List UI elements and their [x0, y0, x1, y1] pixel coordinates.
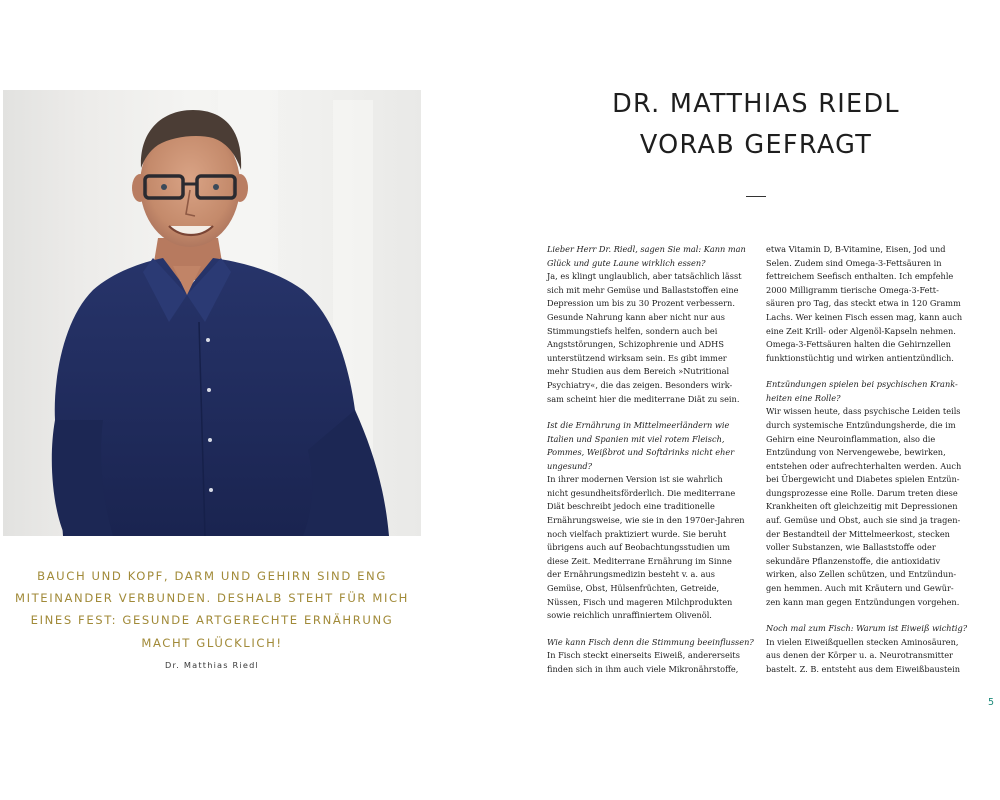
- page-number: 5: [988, 697, 995, 708]
- interview-answer-line: Gehirn eine Neuroinflammation, also die: [766, 433, 936, 444]
- interview-answer-line: zen kann man gegen Entzündungen vorgehen.: [766, 596, 960, 607]
- interview-answer-line: Psychiatry«, die das zeigen. Besonders wirk-: [547, 379, 733, 390]
- interview-answer-line: In Fisch steckt einerseits Eiweiß, andererseits: [547, 650, 740, 661]
- page-title-line: VORAB GEFRAGT: [639, 130, 873, 160]
- interview-answer-line: In vielen Eiweißquellen stecken Aminosäuren,: [766, 636, 959, 647]
- quote-line: MACHT GLÜCKLICH!: [141, 635, 283, 650]
- interview-answer-line: auf. Gemüse und Obst, auch sie sind ja tragen-: [766, 515, 961, 526]
- quote-line: EINES FEST: GESUNDE ARTGERECHTE ERNÄHRUNG: [30, 613, 394, 628]
- paragraph-gap: [547, 406, 751, 419]
- interview-answer-line: diese Zeit. Mediterrane Ernährung im Sinne: [547, 555, 732, 566]
- interview-answer-line: gen hemmen. Auch mit Kräutern und Gewür-: [766, 583, 954, 594]
- title-divider: [746, 196, 766, 197]
- interview-answer-line: der Ernährungsmedizin besteht v. a. aus: [547, 569, 715, 580]
- interview-answer-line: Diät beschreibt jedoch eine traditionelle: [547, 501, 715, 512]
- interview-answer-line: durch systemische Entzündungsherde, die im: [766, 419, 956, 430]
- interview-question-line: Noch mal zum Fisch: Warum ist Eiweiß wichtig?: [766, 623, 968, 634]
- interview-answer-line: Ja, es klingt unglaublich, aber tatsächlich lässt: [547, 271, 742, 282]
- interview-answer-line: nicht gesundheitsförderlich. Die mediterrane: [547, 487, 736, 498]
- interview-question-line: Lieber Herr Dr. Riedl, sagen Sie mal: Kann man: [547, 244, 746, 254]
- interview-answer-line: Omega-3-Fettsäuren halten die Gehirnzellen: [766, 339, 951, 350]
- interview-answer-line: der Bestandteil der Mittelmeerkost, stecken: [766, 528, 950, 539]
- interview-answer-line: übrigens auch auf Beobachtungsstudien um: [547, 542, 731, 553]
- interview-answer-line: In ihrer modernen Version ist sie wahrlich: [547, 474, 723, 485]
- interview-answer-line: sich mit mehr Gemüse und Ballaststoffen eine: [547, 284, 739, 295]
- interview-question-line: ungesund?: [547, 460, 593, 471]
- interview-answer-line: Lachs. Wer keinen Fisch essen mag, kann auch: [766, 311, 963, 322]
- interview-question-line: Entzündungen spielen bei psychischen Krank-: [766, 379, 958, 390]
- interview-answer-line: noch vielfach praktiziert wurde. Sie beruht: [547, 528, 727, 539]
- interview-answer-line: Wir wissen heute, dass psychische Leiden teils: [766, 406, 961, 417]
- paragraph-gap: [766, 609, 972, 622]
- body-column-right: [766, 243, 972, 676]
- interview-answer-line: Gemüse, Obst, Hülsenfrüchten, Getreide,: [547, 583, 720, 594]
- interview-answer-line: Angststörungen, Schizophrenie und ADHS: [547, 339, 724, 350]
- interview-answer-line: Ernährungsweise, wie sie in den 1970er-Jahren: [547, 515, 745, 526]
- interview-answer-line: fettreichem Seefisch enthalten. Ich empfehle: [766, 271, 954, 282]
- interview-answer-line: sekundäre Pflanzenstoffe, die antioxidativ: [766, 555, 941, 566]
- interview-answer-line: funktionstüchtig und wirken antientzündlich.: [766, 352, 954, 363]
- interview-answer-line: mehr Studien aus dem Bereich »Nutritional: [547, 366, 730, 377]
- body-column-left: [547, 243, 754, 676]
- interview-answer-line: etwa Vitamin D, B-Vitamine, Eisen, Jod und: [766, 244, 946, 254]
- interview-question-line: Italien und Spanien mit viel rotem Fleisch,: [547, 433, 725, 444]
- interview-answer-line: Stimmungstiefs helfen, sondern auch bei: [547, 325, 718, 336]
- portrait-illustration: [3, 90, 421, 536]
- interview-answer-line: Entzündung von Nervengewebe, bewirken,: [766, 447, 946, 458]
- interview-answer-line: Selen. Zudem sind Omega-3-Fettsäuren in: [766, 257, 942, 268]
- interview-answer-line: Depression um bis zu 30 Prozent verbessern.: [547, 298, 735, 309]
- interview-answer-line: sowie reichlich unraffiniertem Olivenöl.: [547, 610, 712, 621]
- interview-answer-line: aus denen der Körper u. a. Neurotransmitter: [766, 650, 953, 661]
- interview-answer-line: voller Substanzen, wie Ballaststoffe oder: [766, 542, 936, 553]
- interview-answer-line: sam scheint hier die mediterrane Diät zu sein.: [547, 393, 740, 404]
- interview-answer-line: bei Übergewicht und Diabetes spielen Entzün-: [766, 474, 960, 485]
- page-title-line: DR. MATTHIAS RIEDL: [612, 89, 900, 119]
- quote-author: Dr. Matthias Riedl: [164, 659, 260, 670]
- interview-question-line: heiten eine Rolle?: [766, 392, 841, 403]
- interview-question-line: Pommes, Weißbrot und Softdrinks nicht eher: [547, 447, 735, 458]
- interview-answer-line: bastelt. Z. B. entsteht aus dem Eiweißbaustein: [766, 663, 961, 674]
- interview-answer-line: wirken, also Zellen schützen, und Entzündun-: [766, 569, 957, 580]
- interview-question-line: Wie kann Fisch denn die Stimmung beeinflussen?: [547, 636, 754, 647]
- interview-answer-line: 2000 Milligramm tierische Omega-3-Fett-: [766, 284, 939, 295]
- interview-answer-line: Nüssen, Fisch und mageren Milchprodukten: [547, 596, 733, 607]
- pull-quote: [8, 565, 416, 670]
- interview-answer-line: Krankheiten oft gleichzeitig mit Depressionen: [766, 501, 958, 512]
- quote-line: BAUCH UND KOPF, DARM UND GEHIRN SIND ENG: [37, 569, 387, 583]
- interview-question-line: Glück und gute Laune wirklich essen?: [547, 257, 706, 268]
- page-title: [586, 84, 926, 166]
- interview-answer-line: dungsprozesse eine Rolle. Darum treten diese: [766, 487, 958, 498]
- interview-answer-line: säuren pro Tag, das steckt etwa in 120 Gramm: [766, 298, 961, 309]
- interview-answer-line: Gesunde Nahrung kann aber nicht nur aus: [547, 311, 725, 322]
- paragraph-gap: [547, 623, 751, 636]
- interview-answer-line: entstehen oder aufrechterhalten werden. Auch: [766, 460, 962, 471]
- quote-line: MITEINANDER VERBUNDEN. DESHALB STEHT FÜR MICH: [15, 591, 409, 606]
- interview-question-line: Ist die Ernährung in Mittelmeerländern wie: [547, 419, 730, 430]
- paragraph-gap: [766, 365, 972, 378]
- interview-answer-line: unterstützend wirksam sein. Es gibt immer: [547, 352, 727, 363]
- interview-answer-line: finden sich in ihm auch viele Mikronährstoffe,: [547, 663, 739, 674]
- interview-answer-line: eine Zeit Krill- oder Algenöl-Kapseln nehmen.: [766, 325, 956, 336]
- portrait-photo: [3, 90, 421, 536]
